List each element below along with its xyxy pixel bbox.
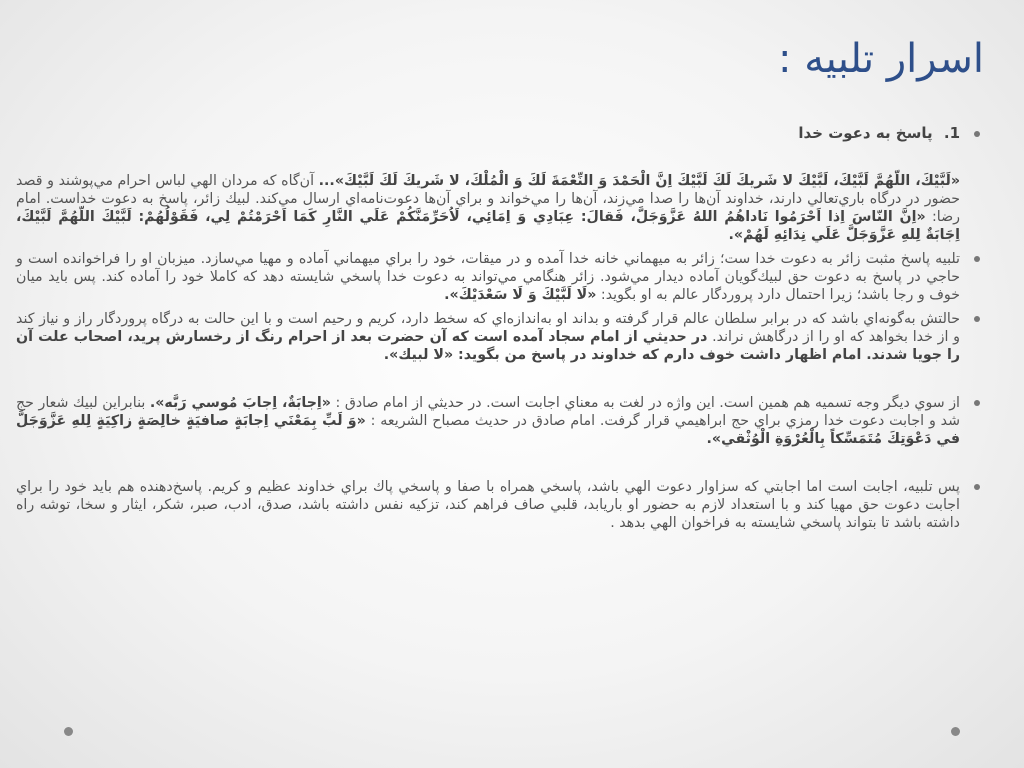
paragraph-3 [16, 310, 984, 364]
paragraph-4-text-a: از سوي ديگر وجه تسميه هم همين است. اين واژه در لغت به معناي اجابت است. در حديثي از امام صادق : [330, 395, 960, 411]
decorative-dot-icon [64, 727, 73, 736]
paragraph-2-text: تلبيه پاسخ مثبت زائر به دعوت خدا ست؛ زائر به ميهماني خانه خدا آمده و در ميقات، خود را براي ميهماني آماده و مهيا مي‌سازد. ميزبان او را فراخوانده است و حاجي در پاسخ به دعوت حق لبيك‌گويان آماده ديدار مي‌شود. زائر هنگامي مي‌تواند به دعوت خدا پاسخي شايسته دهد كه كاملا خود را آماده كند. پس بايد ميان خوف و رجا باشد؛ زيرا احتمال دارد پروردگار عالم به او بگويد: [16, 251, 960, 303]
la-labbayk-quote: «لَا لَبَّيْكَ وَ لَا سَعْدَيْكَ». [444, 287, 597, 303]
misbah-quote: «وَ لَبِّ بِمَعْنَي اِجابَةٍ صافيَةٍ خالِصَةٍ زاكِيَةٍ لِلهِ عَزَّوَجَلَّ في دَعْوَتِكَ مُتَمَسِّكاً بِالْعُرْوَةِ الْوُثْقي». [16, 413, 960, 447]
talbiyah-quote: «لَبَّيْكَ، اللّهُمَّ لَبَّيْكَ، لَبَّيْكَ لا شَريكَ لَكَ لَبَّيْكَ اِنَّ الْحَمْدَ وَ النِّعْمَةَ لَكَ وَ الْمُلْكَ، لا شَريكَ لَكَ لَبَّيْكَ»... [318, 173, 960, 189]
paragraph-3-text: حالتش به‌گونه‌اي باشد كه در برابر سلطان عالم قرار گرفته و بداند او به‌اندازه‌اي كه سخط دارد، كريم و رحيم است و با اين حالت به درگاه پروردگار راز و نياز كند و از خدا بخواهد كه او را از درگاهش نراند. [16, 311, 961, 345]
slide-title: اسرار تلبيه : [778, 36, 984, 82]
heading-item [16, 124, 984, 142]
paragraph-5 [16, 478, 984, 532]
bullet-icon [974, 256, 980, 262]
imam-sajjad-hadith: در حديثي از امام سجاد آمده است كه آن حضرت بعد از احرام رنگ از رخسارش پريد، اصحاب علت آن را جويا شدند. امام اظهار داشت خوف دارم كه خداوند در پاسخ من بگويد: «لا لبيك». [16, 329, 960, 363]
ijabah-quote: «اِجابَةٌ، اِجابَ مُوسي رَبَّه». [149, 395, 331, 411]
heading-number: 1. [943, 124, 960, 142]
bullet-icon [974, 316, 980, 322]
slide-content [16, 124, 984, 538]
paragraph-5-text: پس تلبيه، اجابت است اما اجابتي كه سزاوار دعوت الهي باشد، پاسخي همراه با صفا و پاسخي پاك براي خداوند عظيم و كريم. پاسخ‌دهنده هم بايد خود را براي اجابت دعوت حق مهيا كند و با استعداد لازم به حضور او باريابد، قلبي صاف فراهم كند، تزكيه نفس داشته باشد، صدق، ادب، صبر، شكر، ايثار و سخا، توشه راه داشته باشد تا بتواند پاسخي شايسته به فراخوان الهي بدهد . [16, 479, 960, 531]
bullet-icon [974, 484, 980, 490]
paragraph-1 [16, 172, 984, 244]
paragraph-4-text-b: بنابراين لبيك شعار حج شد و اجابت دعوت خدا رمزي براي حج ابراهيمي قرار گرفت. امام صادق در حديث مصباح الشريعه : [16, 395, 960, 429]
paragraph-1-text: آن‌گاه كه مردان الهي لباس احرام مي‌پوشند و قصد حضور در درگاه باري‌تعالي دارند، خداوند آن‌ها را صدا مي‌زند، آن‌ها را مي‌خواند و براي آن‌ها دعوت‌نامه‌اي ارسال مي‌كند. لبيك زائر، پاسخ به دعوت خداست. امام رضا: [16, 173, 961, 225]
bullet-icon [974, 400, 980, 406]
heading-text: پاسخ به دعوت خدا [798, 124, 933, 142]
bullet-icon [974, 131, 980, 137]
imam-reza-quote: «اِنَّ النّاسَ اِذا اَحْرَمُوا نَاداهُمُ اللهُ عَزَّوَجَلَّ، فَقالَ: عِبَادِي وَ اِمَائِي، لَاُحَرِّمَنَّكُمْ عَلَي النَّارِ كَمَا اَحْرَمْتُمْ لِي، فَقَوْلُهُمْ: لَبَّيْكَ اللّهُمَّ لَبَّيْكَ، اِجَابَةٌ لِلهِ عَزَّوَجَلَّ عَلَي نِدَائِهِ لَهُمْ». [16, 209, 960, 243]
decorative-dot-icon [951, 727, 960, 736]
paragraph-4 [16, 394, 984, 448]
paragraph-2 [16, 250, 984, 304]
